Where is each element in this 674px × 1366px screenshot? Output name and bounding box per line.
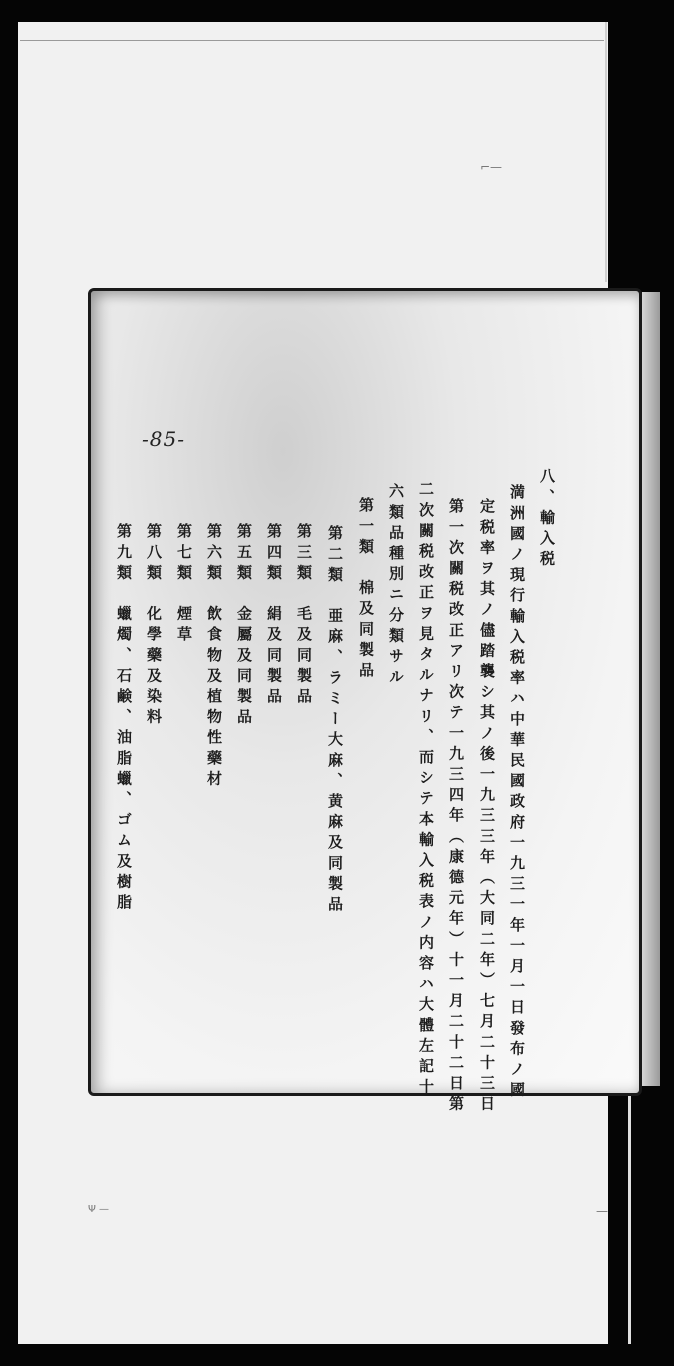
category-item [293, 523, 315, 708]
category-item [355, 497, 377, 682]
category-item [233, 523, 255, 729]
scan-mark: ⌐— [480, 160, 503, 174]
page-number: -85- [142, 427, 185, 451]
category-item [143, 523, 165, 729]
category-label: 第六類 [205, 523, 223, 585]
adjacent-page-edge [640, 292, 660, 1086]
category-label: 第一類 [357, 497, 375, 559]
strip-edge-lower [628, 1086, 631, 1344]
category-text: 金屬及同製品 [235, 605, 253, 730]
category-text: 棉及同製品 [357, 579, 375, 683]
category-label: 第五類 [235, 523, 253, 585]
paragraph-line-2: 定税率ヲ其ノ儘踏襲シ其ノ後一九三三年（大同二年）七月二十三日 [478, 498, 496, 1116]
category-item [263, 523, 285, 708]
category-text: 蠟燭、石鹸、油脂蠟、ゴム及樹脂 [115, 605, 133, 915]
paragraph-line-5: 六類品種別ニ分類サル [387, 483, 405, 689]
category-item [113, 523, 135, 914]
category-label: 第四類 [265, 523, 283, 585]
category-label: 第九類 [115, 523, 133, 585]
scan-mark: — [596, 1204, 608, 1218]
category-label: 第七類 [175, 523, 193, 585]
category-label: 第八類 [145, 523, 163, 585]
category-item [203, 523, 225, 791]
scan-mark: Ψ — [88, 1204, 110, 1215]
top-rule [20, 40, 604, 41]
paragraph-line-1: 満洲國ノ現行輸入税率ハ中華民國政府一九三一年一月一日發布ノ國 [508, 484, 526, 1102]
category-item [324, 525, 346, 916]
category-text: 飲食物及植物性藥材 [205, 605, 223, 791]
strip-edge [605, 22, 607, 282]
category-label: 第三類 [295, 523, 313, 585]
category-text: 煙草 [175, 605, 193, 647]
category-item [173, 523, 195, 647]
category-text: 亜麻、ラミー大麻、黄麻及同製品 [326, 607, 344, 917]
paragraph-line-4: 二次關税改正ヲ見タルナリ、而シテ本輸入税表ノ内容ハ大體左記十 [417, 481, 435, 1099]
category-text: 毛及同製品 [295, 605, 313, 709]
category-text: 化學藥及染料 [145, 605, 163, 730]
category-text: 絹及同製品 [265, 605, 283, 709]
category-label: 第二類 [326, 525, 344, 587]
section-heading: 八、輸入税 [538, 468, 556, 571]
paragraph-line-3: 第一次關税改正アリ次テ一九三四年（康德元年）十一月二十二日第 [447, 498, 465, 1116]
document-page [88, 288, 642, 1116]
